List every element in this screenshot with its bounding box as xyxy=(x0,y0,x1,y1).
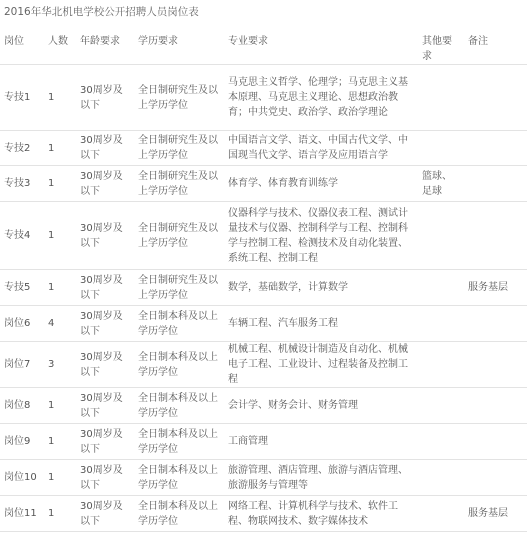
cell-major: 中国语言文学、语文、中国古代文学、中国现当代文学、语言学及应用语言学 xyxy=(224,131,418,166)
cell-edu: 全日制本科及以上学历学位 xyxy=(134,342,224,388)
header-remark: 备注 xyxy=(464,26,527,65)
cell-count: 4 xyxy=(44,306,76,342)
cell-post: 专技1 xyxy=(0,65,44,131)
cell-other xyxy=(418,65,464,131)
cell-count: 1 xyxy=(44,270,76,306)
header-post: 岗位 xyxy=(0,26,44,65)
table-row xyxy=(0,460,527,496)
cell-post: 专技3 xyxy=(0,166,44,202)
cell-count: 1 xyxy=(44,424,76,460)
cell-age: 30周岁及以下 xyxy=(76,270,134,306)
cell-major: 工商管理 xyxy=(224,424,418,460)
cell-other xyxy=(418,306,464,342)
cell-age: 30周岁及以下 xyxy=(76,460,134,496)
cell-edu: 全日制研究生及以上学历学位 xyxy=(134,131,224,166)
cell-remark xyxy=(464,131,527,166)
cell-post: 岗位11 xyxy=(0,496,44,532)
cell-post: 专技2 xyxy=(0,131,44,166)
cell-edu: 全日制本科及以上学历学位 xyxy=(134,424,224,460)
cell-count: 1 xyxy=(44,460,76,496)
cell-other xyxy=(418,424,464,460)
cell-remark xyxy=(464,342,527,388)
cell-other: 篮球、足球 xyxy=(418,166,464,202)
table-row xyxy=(0,202,527,270)
cell-edu: 全日制研究生及以上学历学位 xyxy=(134,202,224,270)
cell-edu: 全日制研究生及以上学历学位 xyxy=(134,270,224,306)
cell-age: 30周岁及以下 xyxy=(76,65,134,131)
cell-major: 机械工程、机械设计制造及自动化、机械电子工程、工业设计、过程装备及控制工程 xyxy=(224,342,418,388)
cell-count: 1 xyxy=(44,166,76,202)
table-row xyxy=(0,424,527,460)
cell-major: 数学，基础数学，计算数学 xyxy=(224,270,418,306)
table-row xyxy=(0,65,527,131)
cell-major: 马克思主义哲学、伦理学；马克思主义基本原理、马克思主义理论、思想政治教育；中共党史、政治学、政治学理论 xyxy=(224,65,418,131)
cell-age: 30周岁及以下 xyxy=(76,424,134,460)
header-count: 人数 xyxy=(44,26,76,65)
cell-major: 旅游管理、酒店管理、旅游与酒店管理、旅游服务与管理等 xyxy=(224,460,418,496)
cell-major: 仪器科学与技术、仪器仪表工程、测试计量技术与仪器、控制科学与工程、控制科学与控制工程、检测技术及自动化装置、系统工程、控制工程 xyxy=(224,202,418,270)
table-row xyxy=(0,270,527,306)
cell-age: 30周岁及以下 xyxy=(76,342,134,388)
cell-edu: 全日制研究生及以上学历学位 xyxy=(134,65,224,131)
cell-major: 车辆工程、汽车服务工程 xyxy=(224,306,418,342)
cell-remark xyxy=(464,65,527,131)
cell-remark xyxy=(464,424,527,460)
cell-age: 30周岁及以下 xyxy=(76,496,134,532)
cell-age: 30周岁及以下 xyxy=(76,388,134,424)
cell-edu: 全日制本科及以上学历学位 xyxy=(134,306,224,342)
cell-count: 3 xyxy=(44,342,76,388)
cell-other xyxy=(418,202,464,270)
cell-remark: 服务基层 xyxy=(464,496,527,532)
cell-age: 30周岁及以下 xyxy=(76,306,134,342)
cell-age: 30周岁及以下 xyxy=(76,166,134,202)
cell-count: 1 xyxy=(44,202,76,270)
cell-remark xyxy=(464,166,527,202)
cell-other xyxy=(418,496,464,532)
cell-count: 1 xyxy=(44,131,76,166)
header-major: 专业要求 xyxy=(224,26,418,65)
cell-count: 1 xyxy=(44,65,76,131)
table-row xyxy=(0,131,527,166)
cell-edu: 全日制研究生及以上学历学位 xyxy=(134,166,224,202)
cell-post: 岗位10 xyxy=(0,460,44,496)
header-edu: 学历要求 xyxy=(134,26,224,65)
cell-edu: 全日制本科及以上学历学位 xyxy=(134,496,224,532)
cell-other xyxy=(418,342,464,388)
cell-other xyxy=(418,270,464,306)
cell-remark xyxy=(464,388,527,424)
cell-major: 体育学、体育教育训练学 xyxy=(224,166,418,202)
table-row xyxy=(0,342,527,388)
cell-post: 专技4 xyxy=(0,202,44,270)
table-row xyxy=(0,388,527,424)
cell-post: 岗位6 xyxy=(0,306,44,342)
cell-other xyxy=(418,131,464,166)
jobs-table xyxy=(0,26,527,532)
cell-major: 网络工程、计算机科学与技术、软件工程、物联网技术、数字媒体技术 xyxy=(224,496,418,532)
cell-age: 30周岁及以下 xyxy=(76,131,134,166)
cell-remark xyxy=(464,460,527,496)
cell-post: 专技5 xyxy=(0,270,44,306)
cell-count: 1 xyxy=(44,496,76,532)
table-row xyxy=(0,496,527,532)
table-row xyxy=(0,166,527,202)
cell-post: 岗位9 xyxy=(0,424,44,460)
cell-remark: 服务基层 xyxy=(464,270,527,306)
cell-post: 岗位8 xyxy=(0,388,44,424)
cell-major: 会计学、财务会计、财务管理 xyxy=(224,388,418,424)
table-row xyxy=(0,306,527,342)
cell-remark xyxy=(464,202,527,270)
header-age: 年龄要求 xyxy=(76,26,134,65)
page-title: 2016年华北机电学校公开招聘人员岗位表 xyxy=(4,6,199,18)
cell-other xyxy=(418,460,464,496)
cell-edu: 全日制本科及以上学历学位 xyxy=(134,460,224,496)
table-header-row xyxy=(0,26,527,65)
cell-count: 1 xyxy=(44,388,76,424)
cell-age: 30周岁及以下 xyxy=(76,202,134,270)
cell-edu: 全日制本科及以上学历学位 xyxy=(134,388,224,424)
cell-other xyxy=(418,388,464,424)
cell-post: 岗位7 xyxy=(0,342,44,388)
header-other: 其他要求 xyxy=(418,26,464,65)
cell-remark xyxy=(464,306,527,342)
